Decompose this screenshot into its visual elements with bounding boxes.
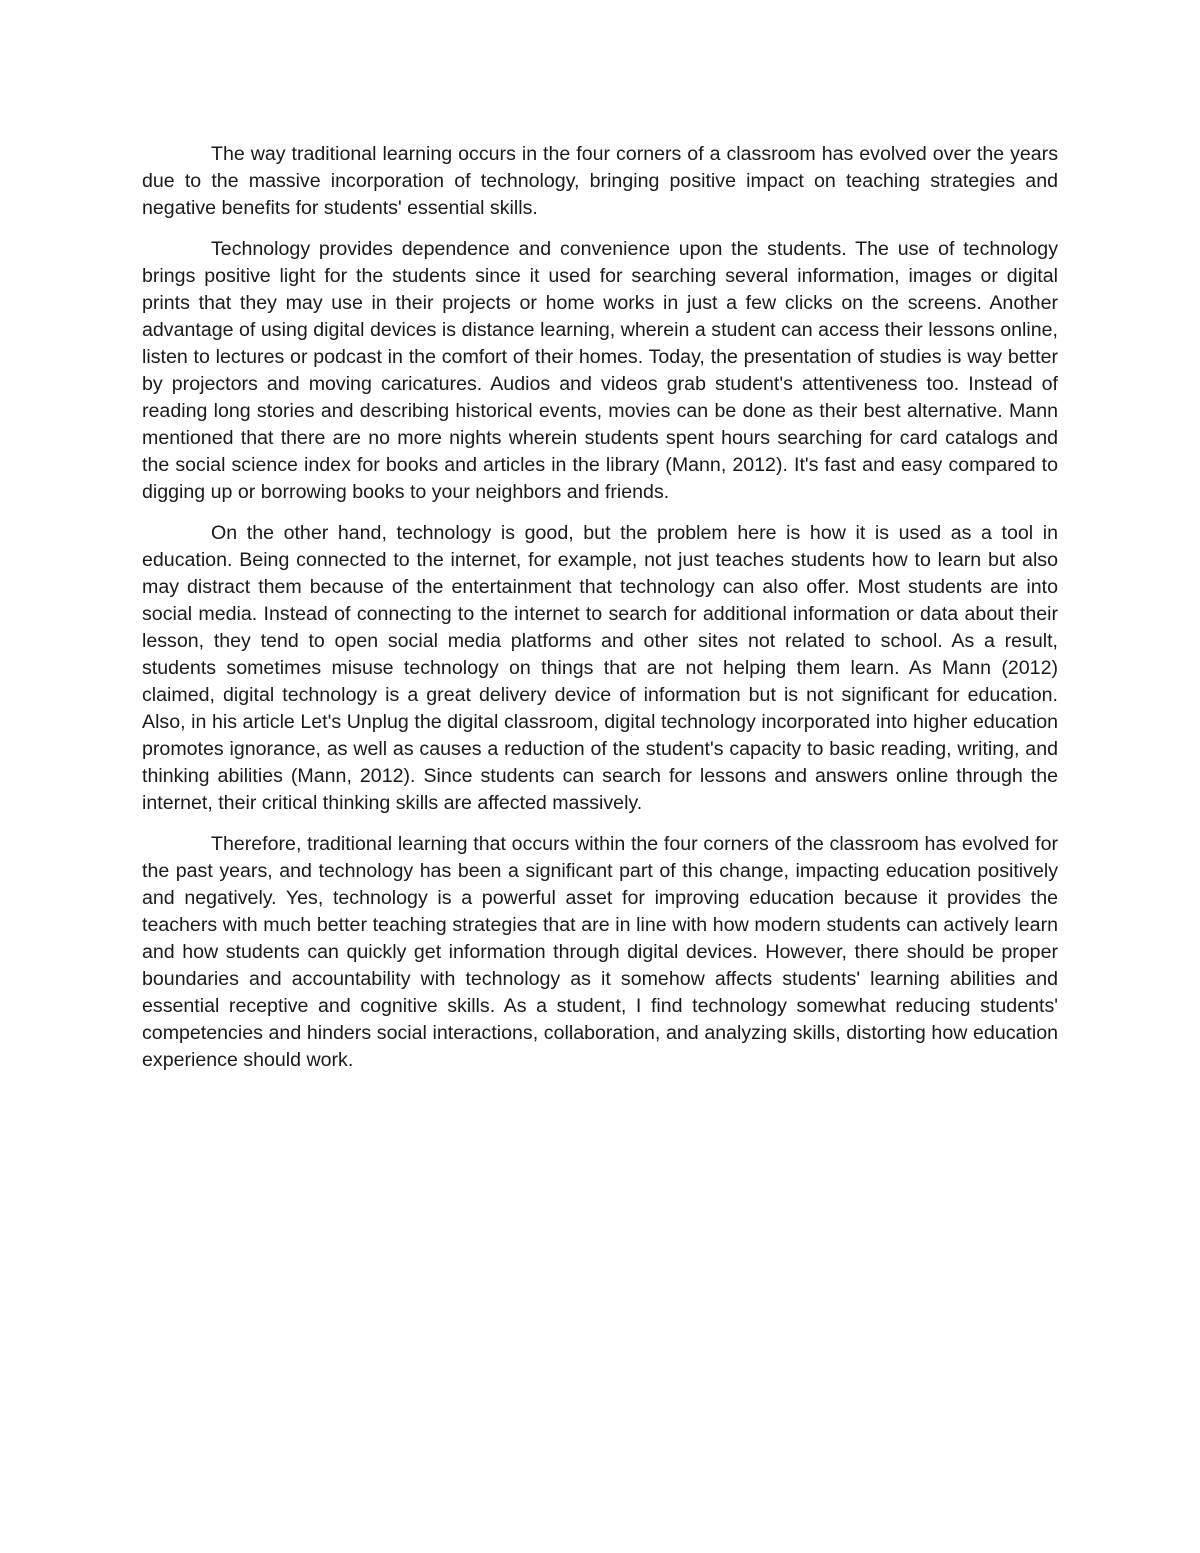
- paragraph-conclusion: Therefore, traditional learning that occurs within the four corners of the classroom has evolved for the past years, and technology has been a significant part of this change, impacting education positively and negatively. Yes, technology is a powerful asset for improving education because it provides the teachers with much better teaching strategies that are in line with how modern students can actively learn and how students can quickly get information through digital devices. However, there should be proper boundaries and accountability with technology as it somehow affects students' learning abilities and essential receptive and cognitive skills. As a student, I find technology somewhat reducing students' competencies and hinders social interactions, collaboration, and analyzing skills, distorting how education experience should work.: [142, 833, 1058, 1071]
- paragraph-intro: The way traditional learning occurs in the four corners of a classroom has evolved over the years due to the massive incorporation of technology, bringing positive impact on teaching strategies and negative benefits for students' essential skills.: [142, 143, 1058, 219]
- paragraph-advantages: Technology provides dependence and convenience upon the students. The use of technology brings positive light for the students since it used for searching several information, images or digital prints that they may use in their projects or home works in just a few clicks on the screens. Another advantage of using digital devices is distance learning, wherein a student can access their lessons online, listen to lectures or podcast in the comfort of their homes. Today, the presentation of studies is way better by projectors and moving caricatures. Audios and videos grab student's attentiveness too. Instead of reading long stories and describing historical events, movies can be done as their best alternative. Mann mentioned that there are no more nights wherein students spent hours searching for card catalogs and the social science index for books and articles in the library (Mann, 2012). It's fast and easy compared to digging up or borrowing books to your neighbors and friends.: [142, 238, 1058, 503]
- paragraph-disadvantages: On the other hand, technology is good, but the problem here is how it is used as a tool in education. Being connected to the internet, for example, not just teaches students how to learn but also may distract them because of the entertainment that technology can also offer. Most students are into social media. Instead of connecting to the internet to search for additional information or data about their lesson, they tend to open social media platforms and other sites not related to school. As a result, students sometimes misuse technology on things that are not helping them learn. As Mann (2012) claimed, digital technology is a great delivery device of information but is not significant for education. Also, in his article Let's Unplug the digital classroom, digital technology incorporated into higher education promotes ignorance, as well as causes a reduction of the student's capacity to basic reading, writing, and thinking abilities (Mann, 2012). Since students can search for lessons and answers online through the internet, their critical thinking skills are affected massively.: [142, 522, 1058, 814]
- document-body: [142, 141, 1058, 1088]
